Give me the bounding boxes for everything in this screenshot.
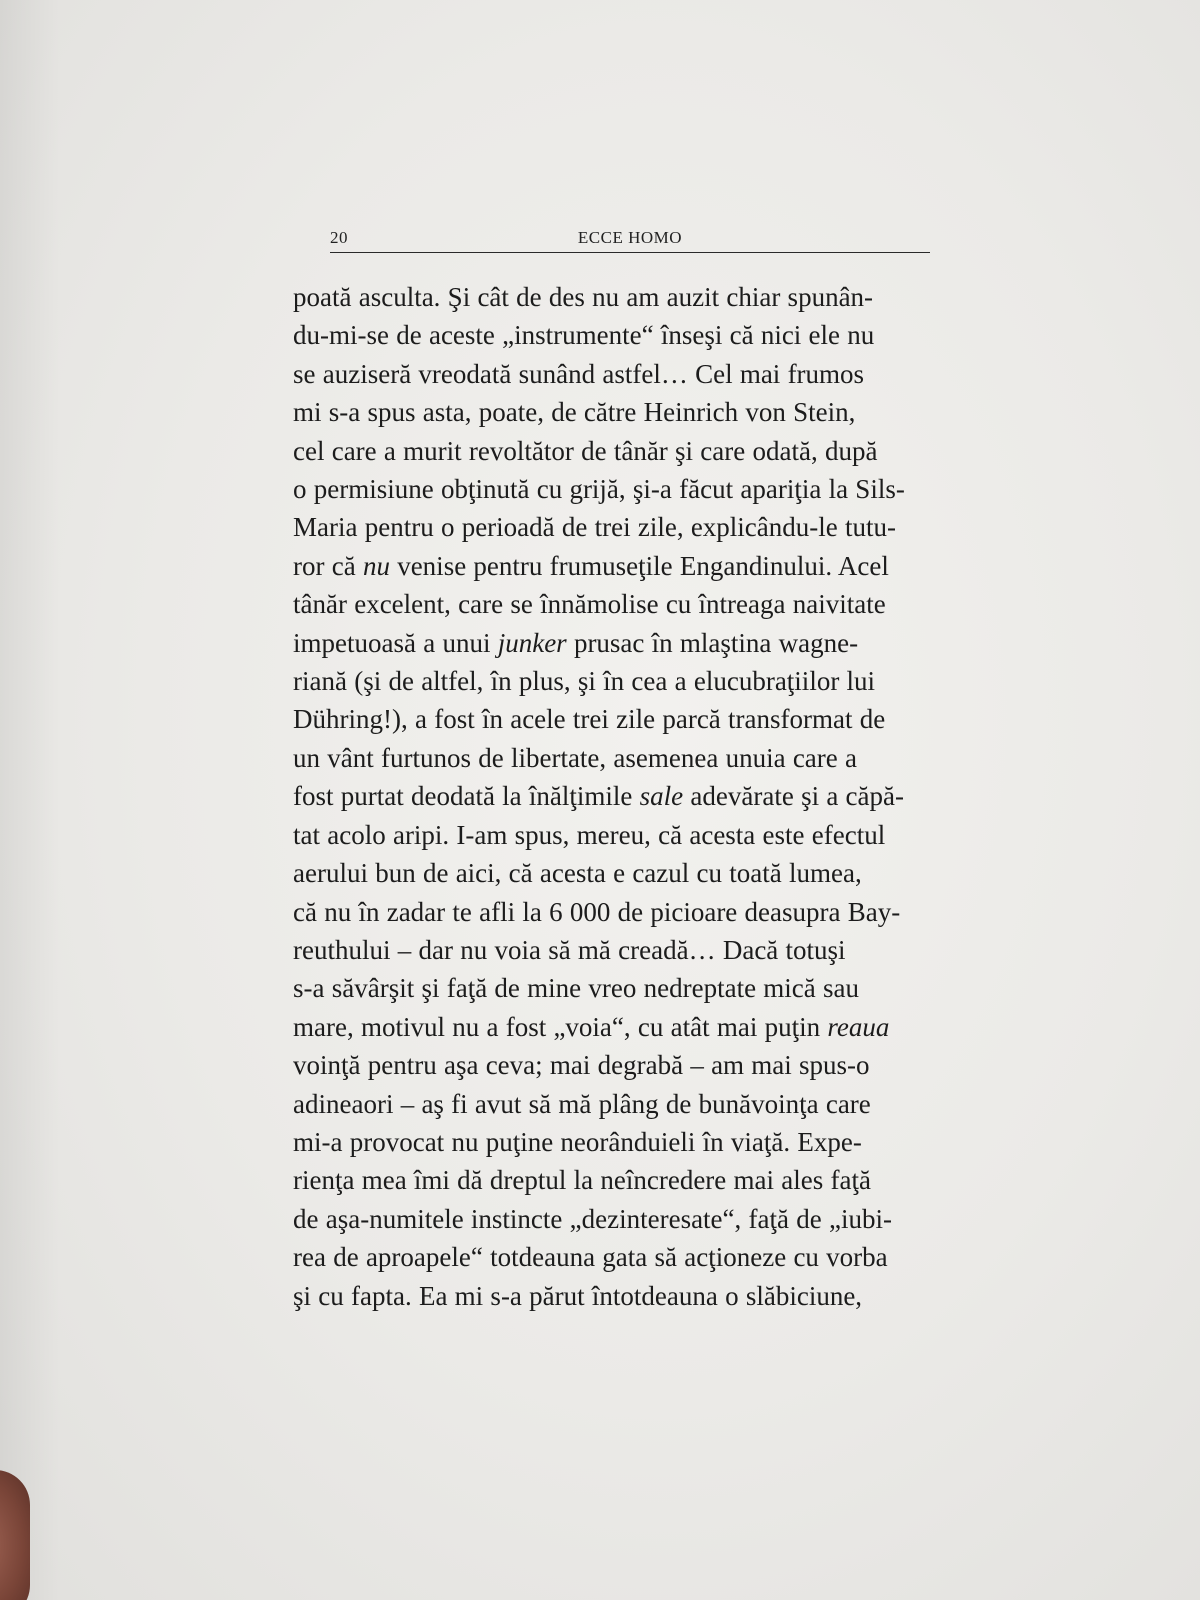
text-run: tânăr excelent, care se înnămolise cu întreaga naivitate bbox=[293, 589, 886, 620]
text-line bbox=[293, 470, 973, 508]
text-run: un vânt furtunos de libertate, asemenea unuia care a bbox=[293, 742, 857, 773]
text-line bbox=[293, 393, 973, 431]
italic-word: reaua bbox=[827, 1011, 890, 1042]
text-line bbox=[293, 1200, 973, 1238]
italic-word: sale bbox=[639, 781, 684, 812]
page-number: 20 bbox=[330, 228, 348, 247]
text-run: reuthului – dar nu voia să mă creadă… Dacă totuşi bbox=[293, 934, 846, 965]
text-line bbox=[293, 1085, 973, 1123]
text-line bbox=[293, 1008, 973, 1046]
text-line bbox=[293, 893, 973, 931]
text-line bbox=[293, 355, 973, 393]
text-line bbox=[293, 662, 973, 700]
text-run: o permisiune obţinută cu grijă, şi-a făcut apariţia la Sils- bbox=[293, 474, 905, 505]
body-text bbox=[293, 278, 973, 1315]
text-line bbox=[293, 700, 973, 738]
running-title: ECCE HOMO bbox=[577, 228, 683, 247]
text-run: şi cu fapta. Ea mi s-a părut întotdeauna o slăbiciune, bbox=[293, 1280, 863, 1311]
text-run: rea de aproapele“ totdeauna gata să acţioneze cu vorba bbox=[293, 1242, 888, 1273]
text-run: că nu în zadar te afli la 6 000 de picioare deasupra Bay- bbox=[293, 896, 901, 927]
text-run: Dühring!), a fost în acele trei zile parcă transformat de bbox=[293, 704, 886, 735]
text-line bbox=[293, 739, 973, 777]
text-line bbox=[293, 432, 973, 470]
text-run: mare, motivul nu a fost „voia“, cu atât mai puţin bbox=[293, 1011, 828, 1042]
text-line bbox=[293, 1161, 973, 1199]
page-shadow bbox=[0, 0, 60, 1600]
text-line bbox=[293, 1238, 973, 1276]
text-run: aerului bun de aici, că acesta e cazul cu toată lumea, bbox=[293, 858, 862, 889]
text-run: rienţa mea îmi dă dreptul la neîncredere mai ales faţă bbox=[293, 1165, 871, 1196]
text-line bbox=[293, 316, 973, 354]
text-line bbox=[293, 1277, 973, 1315]
text-run: impetuoasă a unui bbox=[293, 627, 498, 658]
text-line bbox=[293, 278, 973, 316]
text-run: poată asculta. Şi cât de des nu am auzit chiar spunân- bbox=[293, 282, 874, 312]
text-run: voinţă pentru aşa ceva; mai degrabă – am mai spus-o bbox=[293, 1050, 870, 1081]
text-run: riană (şi de altfel, în plus, şi în cea a elucubraţiilor lui bbox=[293, 666, 876, 697]
text-run: de aşa-numitele instincte „dezinteresate“, faţă de „iubi- bbox=[293, 1203, 892, 1234]
text-run: se auziseră vreodată sunând astfel… Cel mai frumos bbox=[293, 358, 865, 389]
text-line bbox=[293, 816, 973, 854]
text-line bbox=[293, 624, 973, 662]
text-line bbox=[293, 854, 973, 892]
text-run: Maria pentru o perioadă de trei zile, explicându-le tutu- bbox=[293, 512, 896, 543]
text-run: ror că bbox=[293, 550, 363, 581]
text-line bbox=[293, 777, 973, 815]
text-line bbox=[293, 969, 973, 1007]
italic-word: nu bbox=[362, 550, 390, 581]
text-run: adineaori – aş fi avut să mă plâng de bunăvoinţa care bbox=[293, 1088, 871, 1119]
text-run: tat acolo aripi. I-am spus, mereu, că acesta este efectul bbox=[293, 819, 886, 850]
running-header bbox=[330, 228, 930, 253]
text-run: fost purtat deodată la înălţimile bbox=[293, 781, 640, 812]
text-line bbox=[293, 1123, 973, 1161]
text-line bbox=[293, 508, 973, 546]
thumb bbox=[0, 1470, 30, 1600]
text-run: adevărate şi a căpă- bbox=[683, 781, 905, 812]
text-run: du-mi-se de aceste „instrumente“ înseşi că nici ele nu bbox=[293, 320, 875, 351]
text-run: s-a săvârşit şi faţă de mine vreo nedreptate mică sau bbox=[293, 973, 860, 1004]
text-run: prusac în mlaştina wagne- bbox=[566, 627, 859, 658]
text-run: mi-a provocat nu puţine neorânduieli în viaţă. Expe- bbox=[293, 1126, 862, 1157]
italic-word: junker bbox=[497, 627, 567, 658]
text-run: mi s-a spus asta, poate, de către Heinrich von Stein, bbox=[293, 397, 856, 428]
text-line bbox=[293, 931, 973, 969]
text-line bbox=[293, 547, 973, 585]
text-line bbox=[293, 1046, 973, 1084]
text-line bbox=[293, 585, 973, 623]
text-run: venise pentru frumuseţile Engandinului. Acel bbox=[389, 550, 889, 581]
text-run: cel care a murit revoltător de tânăr şi care odată, după bbox=[293, 435, 878, 466]
